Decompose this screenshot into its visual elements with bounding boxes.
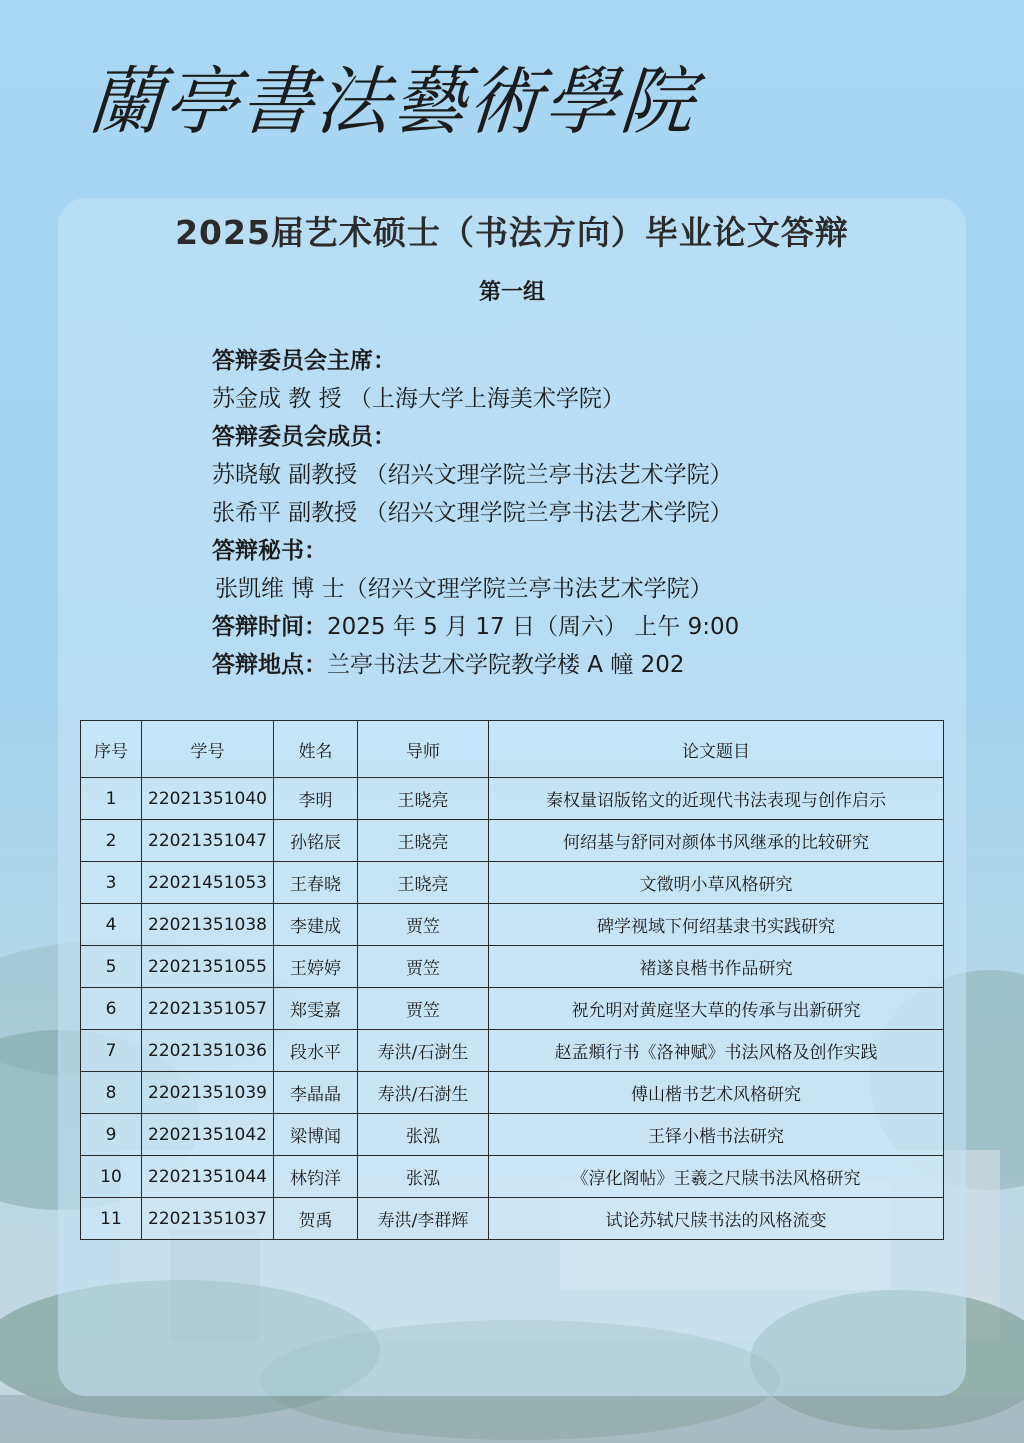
cell-index: 8 xyxy=(81,1072,142,1114)
cell-thesis-title: 试论苏轼尺牍书法的风格流变 xyxy=(489,1198,944,1240)
cell-name: 梁博闻 xyxy=(274,1114,358,1156)
cell-thesis-title: 祝允明对黄庭坚大草的传承与出新研究 xyxy=(489,988,944,1030)
page-title: 2025届艺术硕士（书法方向）毕业论文答辩 xyxy=(175,213,849,252)
cell-student-id: 22021351042 xyxy=(142,1114,274,1156)
cell-student-id: 22021351040 xyxy=(142,778,274,820)
cell-advisor: 张泓 xyxy=(358,1156,489,1198)
header-student-id: 学号 xyxy=(142,721,274,778)
cell-thesis-title: 褚遂良楷书作品研究 xyxy=(489,946,944,988)
cell-thesis-title: 傅山楷书艺术风格研究 xyxy=(489,1072,944,1114)
committee-info xyxy=(212,342,912,684)
header-index: 序号 xyxy=(81,721,142,778)
table-row xyxy=(81,988,944,1030)
cell-name: 孙铭辰 xyxy=(274,820,358,862)
header-name: 姓名 xyxy=(274,721,358,778)
cell-name: 段水平 xyxy=(274,1030,358,1072)
cell-name: 林钧洋 xyxy=(274,1156,358,1198)
table-row xyxy=(81,820,944,862)
cell-thesis-title: 赵孟頫行书《洛神赋》书法风格及创作实践 xyxy=(489,1030,944,1072)
cell-thesis-title: 文徵明小草风格研究 xyxy=(489,862,944,904)
secretary-name: 张凯维 博 士（绍兴文理学院兰亭书法艺术学院） xyxy=(215,576,713,602)
cell-index: 6 xyxy=(81,988,142,1030)
cell-index: 4 xyxy=(81,904,142,946)
members-label: 答辩委员会成员： xyxy=(212,424,396,450)
cell-student-id: 22021451053 xyxy=(142,862,274,904)
cell-advisor: 王晓亮 xyxy=(358,778,489,820)
table-row xyxy=(81,1198,944,1240)
cell-student-id: 22021351044 xyxy=(142,1156,274,1198)
cell-thesis-title: 王铎小楷书法研究 xyxy=(489,1114,944,1156)
cell-name: 李明 xyxy=(274,778,358,820)
table-row xyxy=(81,946,944,988)
cell-student-id: 22021351037 xyxy=(142,1198,274,1240)
cell-index: 9 xyxy=(81,1114,142,1156)
cell-student-id: 22021351038 xyxy=(142,904,274,946)
cell-name: 王春晓 xyxy=(274,862,358,904)
member-2: 张希平 副教授 （绍兴文理学院兰亭书法艺术学院） xyxy=(212,500,733,526)
table-row xyxy=(81,1156,944,1198)
cell-advisor: 贾笠 xyxy=(358,946,489,988)
cell-student-id: 22021351057 xyxy=(142,988,274,1030)
cell-advisor: 寿洪/石澍生 xyxy=(358,1072,489,1114)
thesis-roster-table xyxy=(80,720,944,1240)
group-label: 第一组 xyxy=(478,280,545,305)
cell-student-id: 22021351039 xyxy=(142,1072,274,1114)
cell-student-id: 22021351055 xyxy=(142,946,274,988)
place-label: 答辩地点： xyxy=(212,652,327,678)
cell-index: 10 xyxy=(81,1156,142,1198)
table-row xyxy=(81,1114,944,1156)
cell-student-id: 22021351036 xyxy=(142,1030,274,1072)
chair-label: 答辩委员会主席： xyxy=(212,348,396,374)
cell-name: 贺禹 xyxy=(274,1198,358,1240)
cell-index: 5 xyxy=(81,946,142,988)
cell-thesis-title: 碑学视域下何绍基隶书实践研究 xyxy=(489,904,944,946)
secretary-label: 答辩秘书： xyxy=(212,538,327,564)
table-row xyxy=(81,862,944,904)
cell-name: 王婷婷 xyxy=(274,946,358,988)
table-row xyxy=(81,904,944,946)
cell-name: 李晶晶 xyxy=(274,1072,358,1114)
cell-advisor: 寿洪/李群辉 xyxy=(358,1198,489,1240)
cell-name: 李建成 xyxy=(274,904,358,946)
cell-thesis-title: 何绍基与舒同对颜体书风继承的比较研究 xyxy=(489,820,944,862)
cell-advisor: 贾笠 xyxy=(358,988,489,1030)
cell-thesis-title: 《淳化阁帖》王羲之尺牍书法风格研究 xyxy=(489,1156,944,1198)
cell-index: 2 xyxy=(81,820,142,862)
cell-advisor: 王晓亮 xyxy=(358,820,489,862)
header-thesis-title: 论文题目 xyxy=(489,721,944,778)
header-advisor: 导师 xyxy=(358,721,489,778)
cell-name: 郑雯嘉 xyxy=(274,988,358,1030)
table-row xyxy=(81,1072,944,1114)
table-header-row xyxy=(81,721,944,778)
cell-advisor: 王晓亮 xyxy=(358,862,489,904)
cell-student-id: 22021351047 xyxy=(142,820,274,862)
cell-index: 3 xyxy=(81,862,142,904)
time-value: 2025 年 5 月 17 日（周六） 上午 9:00 xyxy=(327,614,740,640)
academy-logo-calligraphy: 蘭亭書法藝術學院 xyxy=(84,59,700,145)
time-label: 答辩时间： xyxy=(212,614,327,640)
cell-index: 7 xyxy=(81,1030,142,1072)
place-value: 兰亭书法艺术学院教学楼 A 幢 202 xyxy=(327,652,685,678)
table-row xyxy=(81,1030,944,1072)
cell-advisor: 贾笠 xyxy=(358,904,489,946)
cell-index: 11 xyxy=(81,1198,142,1240)
member-1: 苏晓敏 副教授 （绍兴文理学院兰亭书法艺术学院） xyxy=(212,462,733,488)
defense-place xyxy=(212,646,912,684)
cell-thesis-title: 秦权量诏版铭文的近现代书法表现与创作启示 xyxy=(489,778,944,820)
cell-index: 1 xyxy=(81,778,142,820)
table-row xyxy=(81,778,944,820)
cell-advisor: 寿洪/石澍生 xyxy=(358,1030,489,1072)
chair-name: 苏金成 教 授 （上海大学上海美术学院） xyxy=(212,386,625,412)
cell-advisor: 张泓 xyxy=(358,1114,489,1156)
defense-time xyxy=(212,608,912,646)
